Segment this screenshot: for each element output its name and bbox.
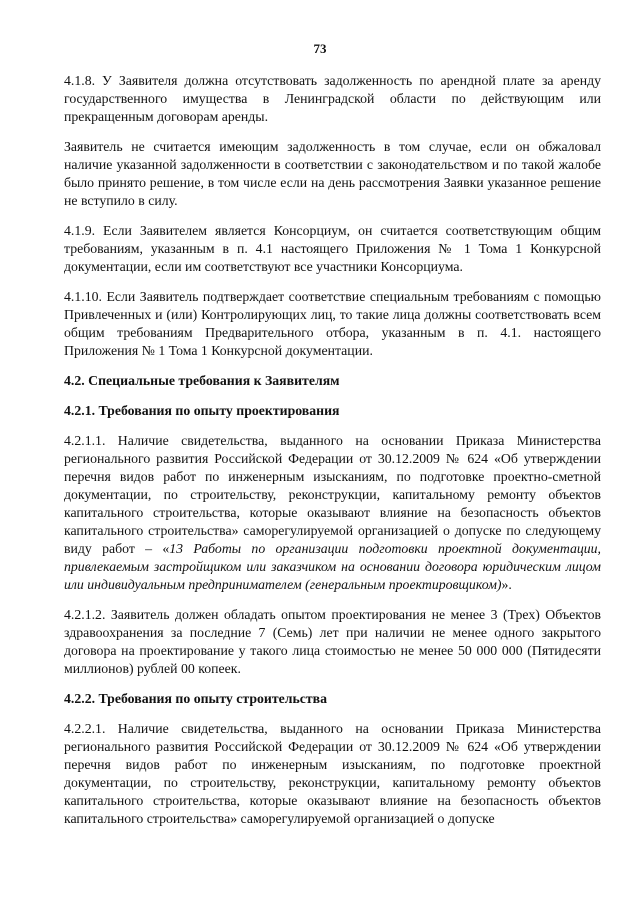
section-heading-4-2-1: 4.2.1. Требования по опыту проектирования <box>64 403 340 418</box>
paragraph-4-1-8: 4.1.8. У Заявителя должна отсутствовать задолженность по арендной плате за аренду государственного имущества в Ленинградской области по действующим или прекращенным договорам аренды. <box>64 73 601 124</box>
paragraph-4-2-1-1-close: ». <box>501 577 512 592</box>
paragraph-4-1-8-note: Заявитель не считается имеющим задолженность в том случае, если он обжаловал наличие указанной задолженности в соответствии с законодательством и по такой жалобе было принято решение, в том числе если на день рассмотрения Заявки указанное решение не вступило в силу. <box>64 139 601 208</box>
section-heading-4-2-2: 4.2.2. Требования по опыту строительства <box>64 691 328 706</box>
page-number: 73 <box>313 41 327 56</box>
paragraph-4-2-1-1-text: 4.2.1.1. Наличие свидетельства, выданного на основании Приказа Министерства регионального развития Российской Федерации от 30.12.2009 № 624 «Об утверждении перечня видов работ по инженерным изысканиям, по подготовке проектно-сметной документации, по строительству, реконструкции, капитальному ремонту объектов капитального строительства, которые оказывают влияние на безопасность объектов капитального строительства» саморегулируемой организацией о допуске по следующему виду работ – « <box>64 433 601 556</box>
paragraph-4-2-1-1 <box>64 432 601 594</box>
document-body <box>64 72 601 840</box>
paragraph-4-2-1-2: 4.2.1.2. Заявитель должен обладать опытом проектирования не менее 3 (Трех) Объектов здравоохранения за последние 7 (Семь) лет при наличии не менее одного закрытого договора на проектирование у такого лица стоимостью не менее 50 000 000 (Пятидесяти миллионов) рублей 00 копеек. <box>64 607 601 676</box>
paragraph-4-2-2-1: 4.2.2.1. Наличие свидетельства, выданного на основании Приказа Министерства регионального развития Российской Федерации от 30.12.2009 № 624 «Об утверждении перечня видов работ по инженерным изысканиям, по подготовке проектной документации, по строительству, реконструкции, капитальному ремонту объектов капитального строительства, которые оказывают влияние на безопасность объектов капитального строительства» саморегулируемой организацией о допуске <box>64 721 601 826</box>
paragraph-4-1-10: 4.1.10. Если Заявитель подтверждает соответствие специальным требованиям с помощью Привлеченных и (или) Контролирующих лиц, то такие лица должны соответствовать всем общим требованиям Предварительного отбора, указанным в п. 4.1. настоящего Приложения № 1 Тома 1 Конкурсной документации. <box>64 289 601 358</box>
paragraph-4-2-1-1-work-type: 13 Работы по организации подготовки проектной документации, привлекаемым застройщиком или заказчиком на основании договора юридическим лицом или индивидуальным предпринимателем (генеральным проектировщиком) <box>64 541 602 592</box>
paragraph-4-1-9: 4.1.9. Если Заявителем является Консорциум, он считается соответствующим общим требованиям, указанным в п. 4.1 настоящего Приложения № 1 Тома 1 Конкурсной документации, если им соответствуют все участники Консорциума. <box>64 223 601 274</box>
section-heading-4-2: 4.2. Специальные требования к Заявителям <box>64 373 340 388</box>
